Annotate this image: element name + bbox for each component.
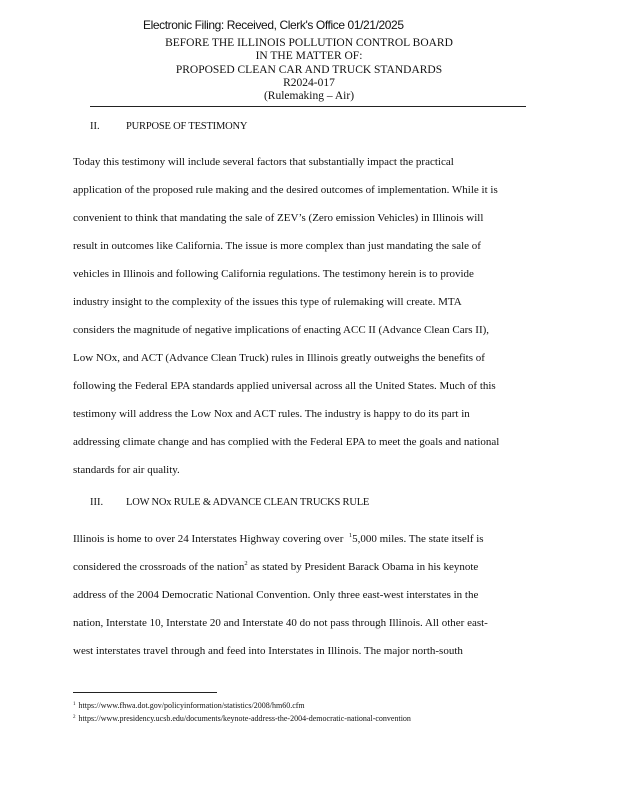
paragraph-line: west interstates travel through and feed into Interstates in Illinois. The major north-south [73,645,463,657]
paragraph-line: result in outcomes like California. The issue is more complex than just mandating the sale of [73,240,481,252]
section-title: PURPOSE OF TESTIMONY [126,121,248,132]
filing-stamp: Electronic Filing: Received, Clerk's Office 01/21/2025 [143,18,404,32]
caption-type: (Rulemaking – Air) [263,90,355,103]
paragraph-line: addressing climate change and has complied with the Federal EPA to meet the goals and national [73,436,500,448]
section-number: II. [90,121,100,132]
caption-matter: IN THE MATTER OF: [255,50,363,63]
caption-divider [90,106,526,107]
paragraph-line: industry insight to the complexity of the issues this type of rulemaking will create. MTA [73,296,462,308]
footnotes [73,699,411,725]
footnote-ref-1[interactable]: 1 [348,532,353,539]
footnote-divider [73,692,217,693]
line-text: Illinois is home to over 24 Interstates Highway covering over [73,533,344,545]
footnote-mark: 2 [73,715,76,720]
paragraph-line: convenient to think that mandating the sale of ZEV’s (Zero emission Vehicles) in Illinois will [73,212,484,224]
low-nox-paragraph [73,525,543,665]
case-caption [90,37,528,103]
footnote-mark: 1 [73,702,76,707]
paragraph-line: Low NOx, and ACT (Advance Clean Truck) rules in Illinois greatly outweighs the benefits of [73,352,485,364]
paragraph-line [73,553,543,581]
footnote-link[interactable]: https://www.presidency.ucsb.edu/documents/keynote-address-the-2004-democratic-national-convention [78,714,411,723]
paragraph-line [73,525,543,553]
paragraph-line: following the Federal EPA standards applied universal across all the United States. Much of this [73,380,496,392]
section-number: III. [90,497,104,508]
line-text: considered the crossroads of the nation [73,561,245,573]
paragraph-line: testimony will address the Low Nox and ACT rules. The industry is happy to do its part in [73,408,470,420]
paragraph-line: considers the magnitude of negative implications of enacting ACC II (Advance Clean Cars II), [73,324,490,336]
paragraph-line: application of the proposed rule making and the desired outcomes of implementation. While it is [73,184,498,196]
purpose-paragraph [73,148,543,484]
footnote-link[interactable]: https://www.fhwa.dot.gov/policyinformation/statistics/2008/hm60.cfm [78,701,305,710]
caption-title: PROPOSED CLEAN CAR AND TRUCK STANDARDS [175,63,443,76]
caption-docket: R2024-017 [283,76,335,89]
caption-board: BEFORE THE ILLINOIS POLLUTION CONTROL BOARD [165,37,453,49]
footnote-ref-2[interactable]: 2 [244,560,248,567]
paragraph-line: address of the 2004 Democratic National Convention. Only three east-west interstates in the [73,589,479,601]
line-text: 5,000 miles. The state itself is [352,533,484,545]
footnote-2 [73,712,411,725]
footnote-1 [73,699,411,712]
paragraph-line: vehicles in Illinois and following California regulations. The testimony herein is to provide [73,268,474,280]
paragraph-line: nation, Interstate 10, Interstate 20 and Interstate 40 do not pass through Illinois. All other east- [73,617,488,629]
paragraph-line: Today this testimony will include several factors that substantially impact the practical [73,156,454,168]
section-title: LOW NOx RULE & ADVANCE CLEAN TRUCKS RULE [126,497,370,508]
line-text: as stated by President Barack Obama in his keynote [250,561,479,573]
paragraph-line: standards for air quality. [73,464,180,476]
